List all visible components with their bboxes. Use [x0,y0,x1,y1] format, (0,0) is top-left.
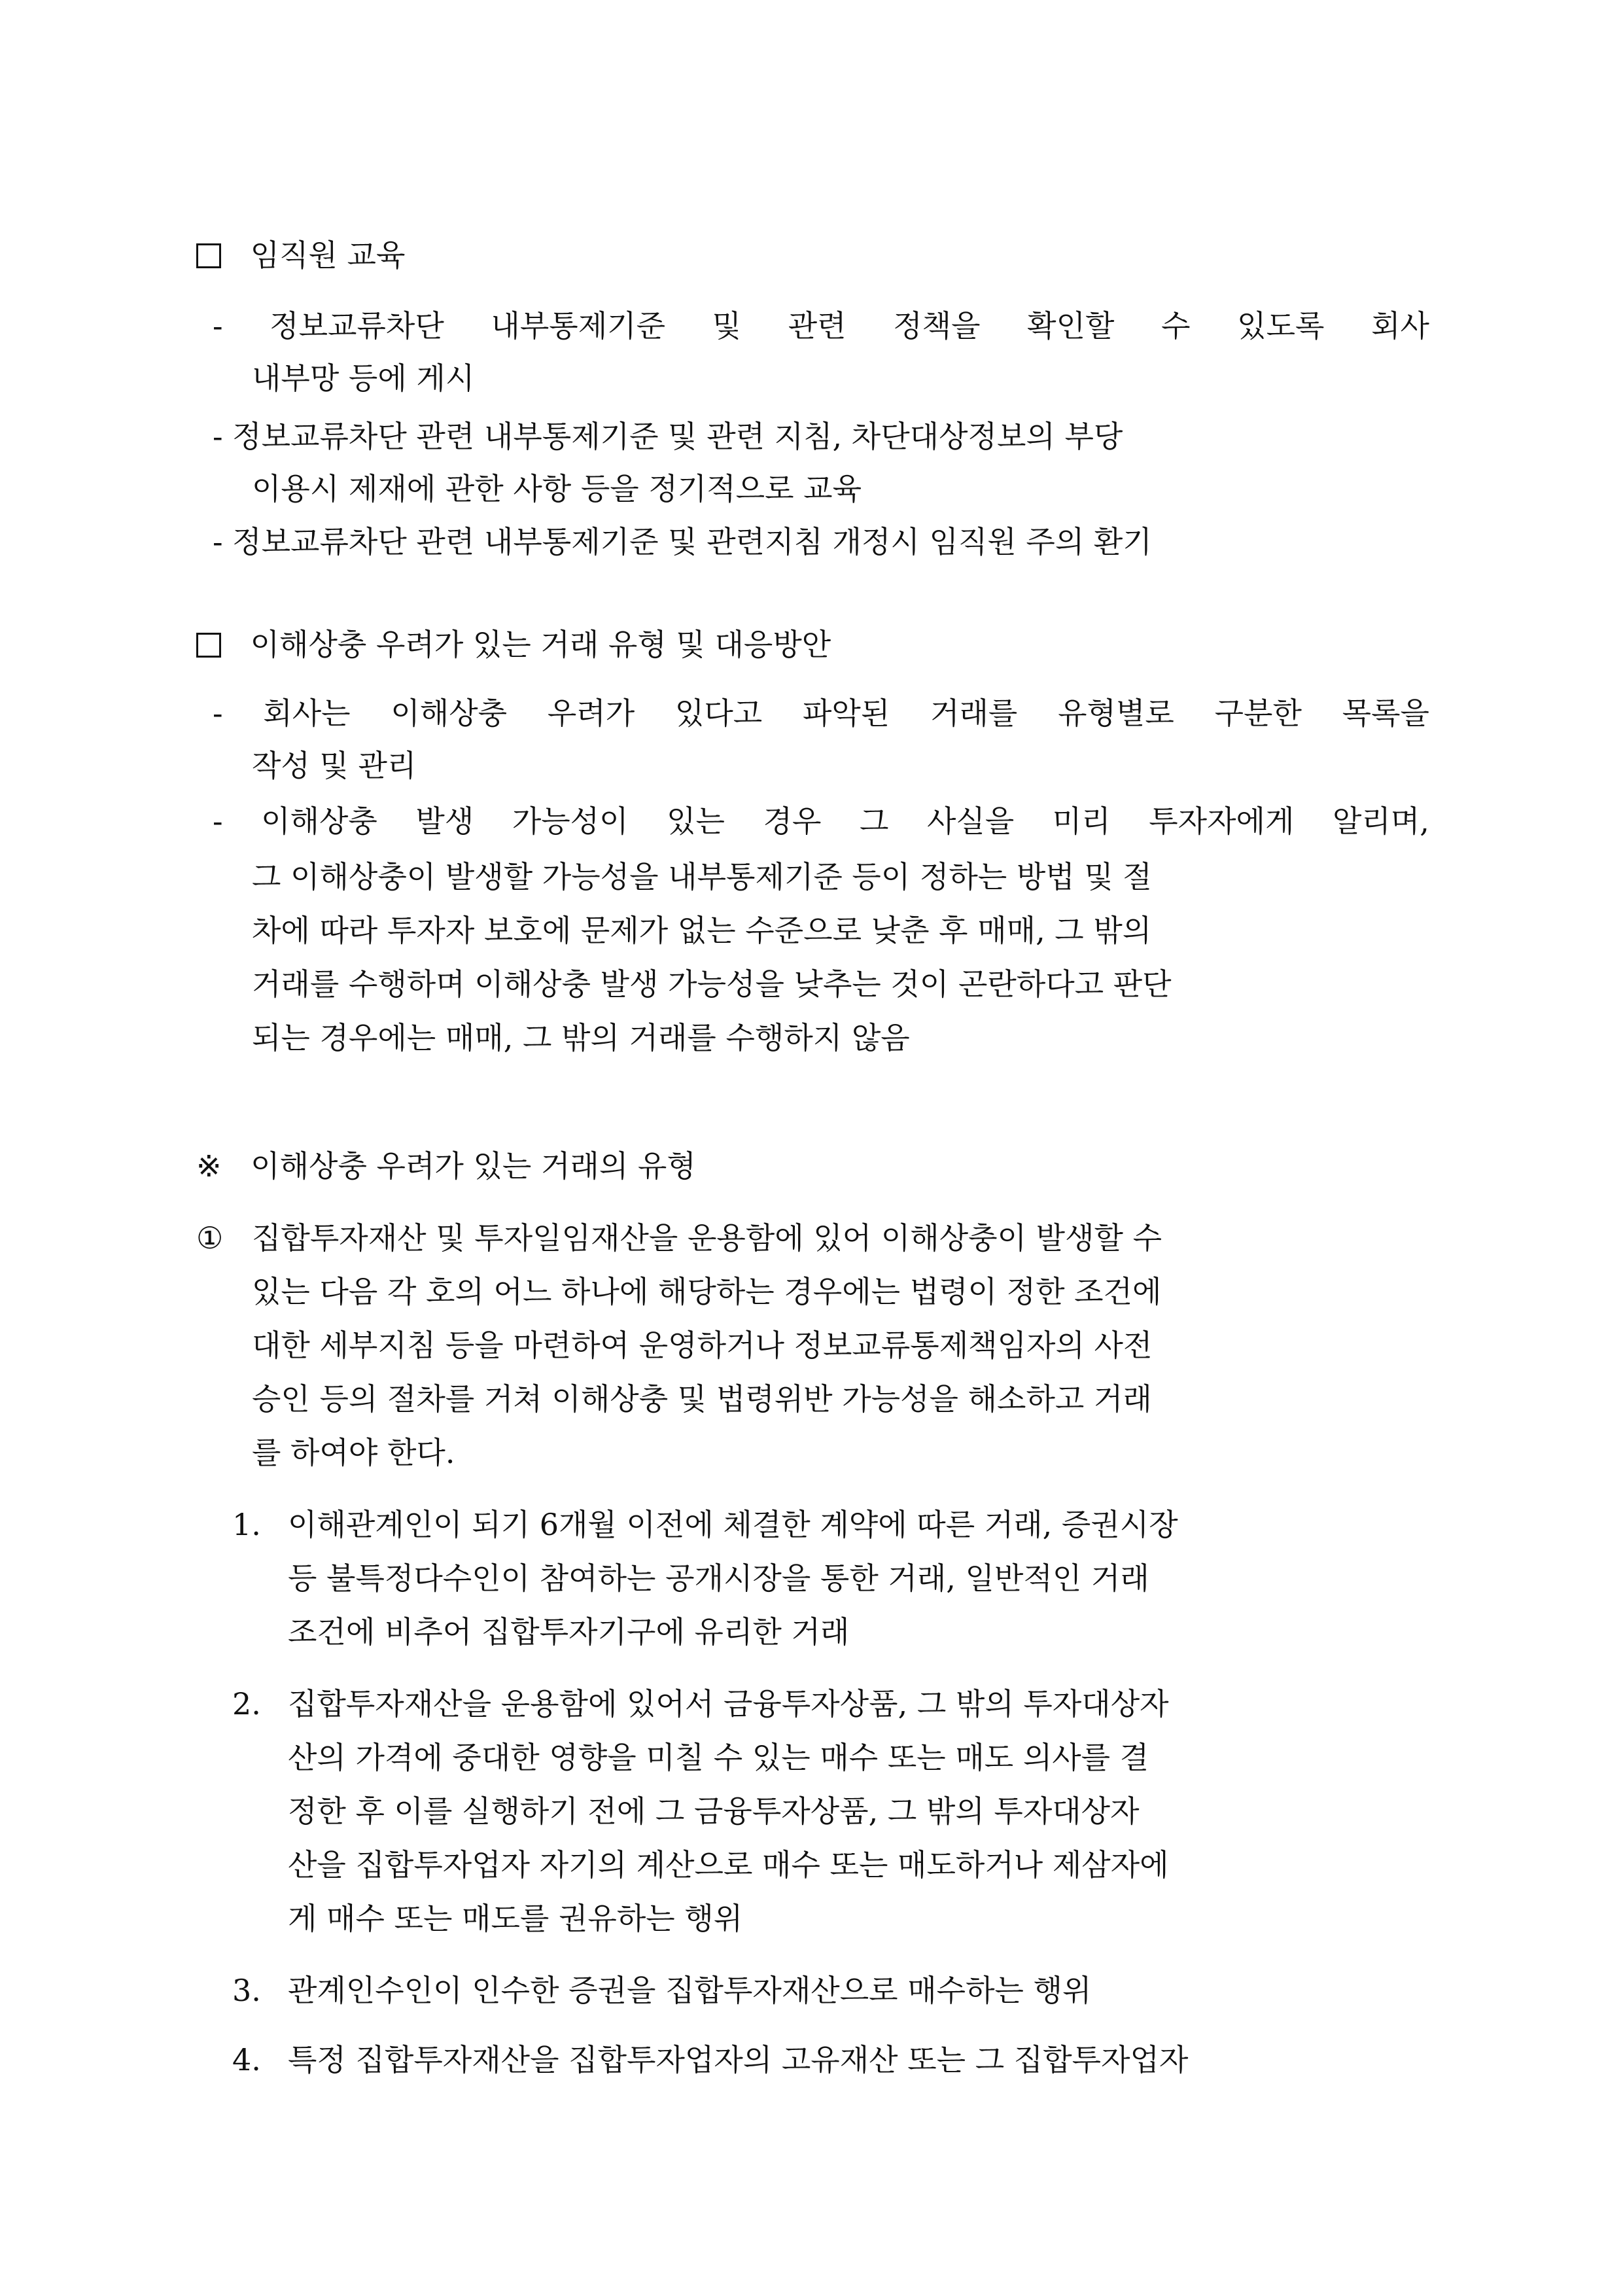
text-line: 이해관계인이 되기 6개월 이전에 체결한 계약에 따른 거래, 증권시장 [288,1507,1178,1542]
text-line: 이용시 제재에 관한 사항 등을 정기적으로 교육 [252,471,862,506]
clause-line [252,1379,1152,1419]
text-line: - 정보교류차단 관련 내부통제기준 및 관련지침 개정시 임직원 주의 환기 [213,524,1152,559]
word: - [213,308,223,344]
item-number [232,1971,261,2010]
text-line: 작성 및 관리 [252,748,417,783]
paragraph-line [252,359,474,398]
clause-line [252,1218,1162,1258]
word: 관련 [788,308,846,344]
word: 우려가 [547,696,635,731]
word: 구분한 [1214,696,1302,731]
item-number-text: 4. [232,2042,261,2077]
text-line: 산의 가격에 중대한 영향을 미칠 수 있는 매수 또는 매도 의사를 결 [288,1740,1149,1775]
text-line: 대한 세부지침 등을 마련하여 운영하거나 정보교류통제책임자의 사전 [252,1328,1153,1363]
paragraph-line [252,469,862,508]
section-heading-education [196,236,405,275]
item-number [232,2040,261,2079]
word: 있는 [667,804,725,839]
word: 있다고 [674,696,763,731]
word: - [213,696,223,731]
circled-number-one: ① [196,1220,224,1256]
text-line: 게 매수 또는 매도를 권유하는 행위 [288,1901,743,1936]
text-line: 집합투자재산을 운용함에 있어서 금융투자상품, 그 밖의 투자대상자 [288,1686,1169,1722]
text-line: 내부망 등에 게시 [252,361,475,396]
item-line [288,1559,1149,1598]
item-line [288,2040,1188,2079]
checkbox-square-icon [196,243,221,268]
paragraph-line [213,802,1429,841]
item-line [288,1738,1149,1777]
section-heading-types [196,1146,696,1186]
word: 파악된 [802,696,890,731]
text-line: 조건에 비추어 집합투자기구에 유리한 거래 [288,1614,850,1650]
paragraph-line [252,1018,910,1057]
text-line: 그 이해상충이 발생할 가능성을 내부통제기준 등이 정하는 방법 및 절 [252,859,1152,894]
word: - [213,804,223,839]
section-title: 임직원 교육 [250,238,406,273]
word: 회사 [1371,308,1429,344]
reference-mark-icon: ※ [196,1148,222,1184]
item-line [288,1612,849,1651]
item-number [232,1505,261,1544]
word: 정보교류차단 [270,308,444,344]
word: 경우 [763,804,822,839]
paragraph-line [252,746,416,785]
paragraph-line [252,857,1152,896]
word: 거래를 [930,696,1018,731]
text-line: 관계인수인이 인수한 증권을 집합투자재산으로 매수하는 행위 [288,1973,1092,2008]
word: 회사는 [263,696,351,731]
text-line: 를 하여야 한다. [252,1435,455,1470]
word: 미리 [1052,804,1111,839]
word: 수 [1161,308,1191,344]
item-number-text: 1. [232,1507,261,1542]
text-line: 있는 다음 각 호의 어느 하나에 해당하는 경우에는 법령이 정한 조건에 [252,1274,1162,1309]
item-line [288,1505,1178,1544]
word: 정책을 [893,308,981,344]
word: 내부통제기준 [491,308,666,344]
word: 유형별로 [1058,696,1174,731]
text-line: 되는 경우에는 매매, 그 밖의 거래를 수행하지 않음 [252,1020,910,1055]
word: 확인할 [1027,308,1115,344]
word: 그 [859,804,889,839]
text-line: 정한 후 이를 실행하기 전에 그 금융투자상품, 그 밖의 투자대상자 [288,1793,1140,1829]
word: 있도록 [1237,308,1325,344]
clause-line [252,1433,455,1472]
paragraph-line [213,694,1429,733]
text-line: 집합투자재산 및 투자일임재산을 운용함에 있어 이해상충이 발생할 수 [252,1220,1162,1256]
word: 및 [712,308,742,344]
section-title: 이해상충 우려가 있는 거래의 유형 [251,1148,696,1184]
paragraph-line [213,522,1152,561]
item-number [232,1684,261,1723]
word: 가능성이 [512,804,629,839]
text-line: 차에 따라 투자자 보호에 문제가 없는 수준으로 낮춘 후 매매, 그 밖의 [252,913,1152,948]
item-line [288,1899,742,1938]
word: 투자자에게 [1149,804,1295,839]
text-line: 특정 집합투자재산을 집합투자업자의 고유재산 또는 그 집합투자업자 [288,2042,1189,2077]
item-line [288,1792,1140,1831]
section-title: 이해상충 우려가 있는 거래 유형 및 대응방안 [250,627,831,662]
paragraph-line [252,911,1151,950]
item-number-text: 2. [232,1686,261,1722]
item-line [288,1845,1169,1884]
item-line [288,1971,1091,2010]
paragraph-line [213,417,1123,456]
clause-number [196,1218,223,1258]
word: 사실을 [926,804,1015,839]
item-number-text: 3. [232,1973,261,2008]
clause-line [252,1272,1161,1311]
text-line: 거래를 수행하며 이해상충 발생 가능성을 낮추는 것이 곤란하다고 판단 [252,966,1172,1002]
text-line: 승인 등의 절차를 거쳐 이해상충 및 법령위반 가능성을 해소하고 거래 [252,1381,1152,1417]
checkbox-square-icon [196,633,221,658]
word: 이해상충 [261,804,377,839]
paragraph-line [252,964,1172,1004]
text-line: 산을 집합투자업자 자기의 계산으로 매수 또는 매도하거나 제삼자에 [288,1847,1169,1882]
text-line: - 정보교류차단 관련 내부통제기준 및 관련 지침, 차단대상정보의 부당 [213,419,1123,454]
word: 목록을 [1342,696,1429,731]
text-line: 등 불특정다수인이 참여하는 공개시장을 통한 거래, 일반적인 거래 [288,1561,1149,1596]
word: 이해상충 [391,696,508,731]
paragraph-line [213,306,1429,345]
clause-line [252,1326,1152,1365]
word: 알리며, [1332,804,1429,839]
word: 발생 [415,804,474,839]
item-line [288,1684,1169,1723]
section-heading-conflict [196,625,831,664]
